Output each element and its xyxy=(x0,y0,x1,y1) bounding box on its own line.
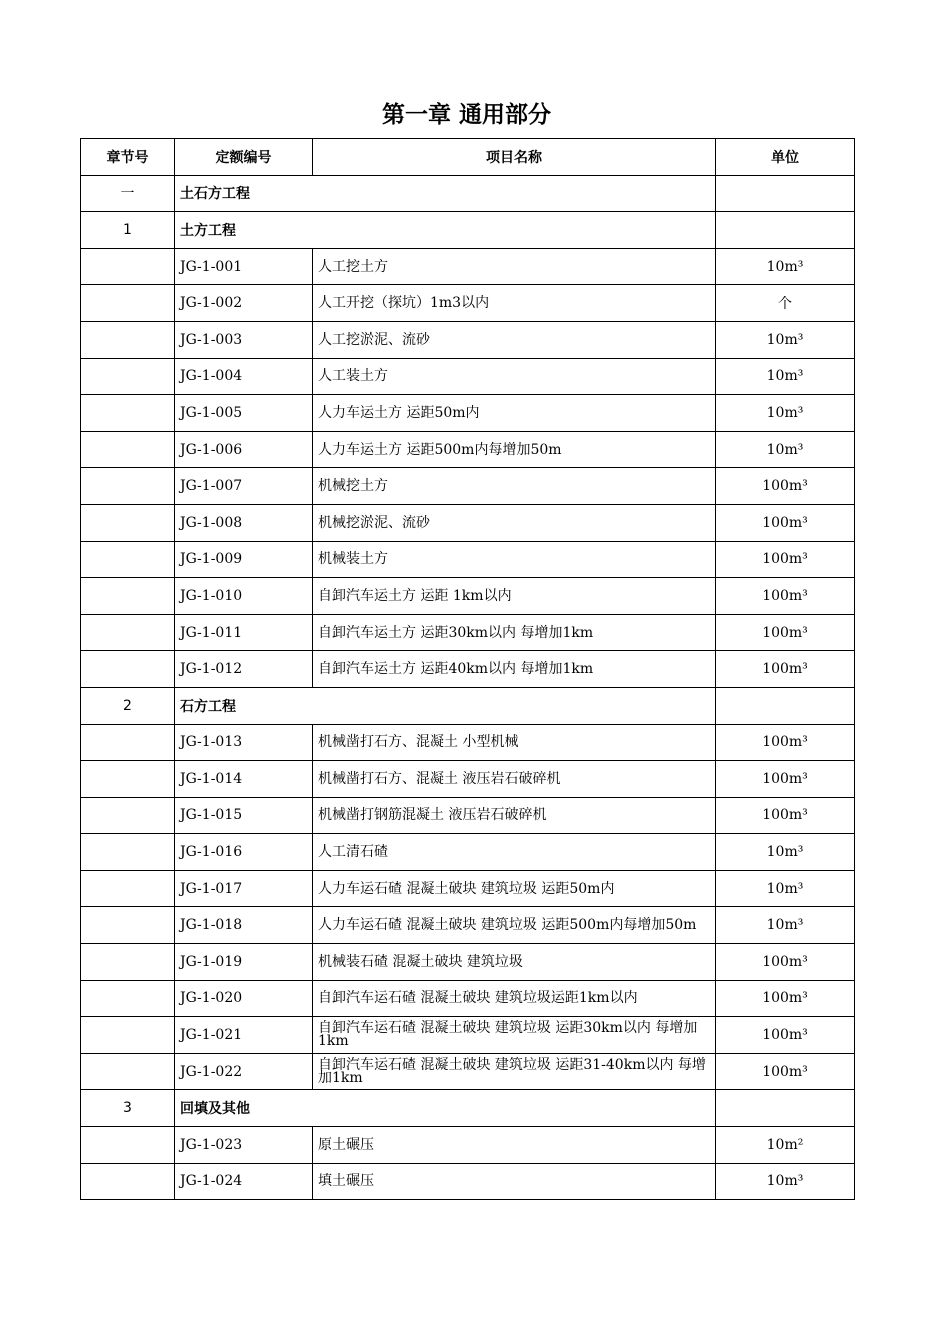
unit: 100m³ xyxy=(716,724,855,761)
unit: 10m³ xyxy=(716,870,855,907)
unit: 10m³ xyxy=(716,358,855,395)
section-row xyxy=(81,175,855,212)
item-name: 机械挖土方 xyxy=(313,468,716,505)
section-number-cell xyxy=(81,944,175,981)
table-row xyxy=(81,578,855,615)
table-row xyxy=(81,248,855,285)
quota-code: JG-1-015 xyxy=(175,797,313,834)
quota-code: JG-1-012 xyxy=(175,651,313,688)
table-header-row xyxy=(81,139,855,176)
item-name: 人力车运土方 运距500m内每增加50m xyxy=(313,431,716,468)
table-body xyxy=(81,175,855,1200)
item-name: 自卸汽车运石碴 混凝土破块 建筑垃圾 运距31-40km以内 每增加1km xyxy=(313,1053,716,1090)
item-name: 自卸汽车运石碴 混凝土破块 建筑垃圾 运距30km以内 每增加1km xyxy=(313,1017,716,1054)
table-row xyxy=(81,504,855,541)
section-number-cell xyxy=(81,1053,175,1090)
unit: 100m³ xyxy=(716,468,855,505)
section-number-cell xyxy=(81,761,175,798)
section-number-cell xyxy=(81,1163,175,1200)
section-number-cell xyxy=(81,321,175,358)
table-row xyxy=(81,541,855,578)
quota-code: JG-1-019 xyxy=(175,944,313,981)
item-name: 填土碾压 xyxy=(313,1163,716,1200)
unit: 100m³ xyxy=(716,1053,855,1090)
section-title: 土方工程 xyxy=(175,212,716,249)
quota-code: JG-1-009 xyxy=(175,541,313,578)
unit: 100m³ xyxy=(716,541,855,578)
table-row xyxy=(81,797,855,834)
section-number-cell xyxy=(81,578,175,615)
section-number-cell xyxy=(81,797,175,834)
section-unit xyxy=(716,175,855,212)
item-name: 机械凿打石方、混凝土 液压岩石破碎机 xyxy=(313,761,716,798)
item-name: 人力车运石碴 混凝土破块 建筑垃圾 运距50m内 xyxy=(313,870,716,907)
quota-code: JG-1-016 xyxy=(175,834,313,871)
unit: 100m³ xyxy=(716,1017,855,1054)
unit: 10m³ xyxy=(716,834,855,871)
page-title: 第一章 通用部分 xyxy=(381,102,551,128)
table-row xyxy=(81,321,855,358)
section-number-cell xyxy=(81,468,175,505)
item-name: 人工开挖（探坑）1m3以内 xyxy=(313,285,716,322)
quota-code: JG-1-013 xyxy=(175,724,313,761)
section-number: 1 xyxy=(81,212,175,249)
section-number-cell xyxy=(81,431,175,468)
header-quota-code: 定额编号 xyxy=(175,139,313,176)
section-title: 石方工程 xyxy=(175,687,716,724)
unit: 100m³ xyxy=(716,614,855,651)
table-row xyxy=(81,870,855,907)
item-name: 原土碾压 xyxy=(313,1127,716,1164)
section-number-cell xyxy=(81,504,175,541)
table-row xyxy=(81,907,855,944)
item-name: 人工挖土方 xyxy=(313,248,716,285)
section-number-cell xyxy=(81,834,175,871)
unit: 100m³ xyxy=(716,980,855,1017)
unit: 100m³ xyxy=(716,651,855,688)
quota-code: JG-1-010 xyxy=(175,578,313,615)
quota-code: JG-1-003 xyxy=(175,321,313,358)
quota-code: JG-1-004 xyxy=(175,358,313,395)
table-row xyxy=(81,1163,855,1200)
section-number-cell xyxy=(81,651,175,688)
table-row xyxy=(81,834,855,871)
header-unit: 单位 xyxy=(716,139,855,176)
section-unit xyxy=(716,687,855,724)
unit: 100m³ xyxy=(716,797,855,834)
unit: 100m³ xyxy=(716,504,855,541)
quota-table xyxy=(80,138,855,1200)
quota-code: JG-1-006 xyxy=(175,431,313,468)
section-unit xyxy=(716,212,855,249)
section-number: 3 xyxy=(81,1090,175,1127)
section-number-cell xyxy=(81,358,175,395)
section-number-cell xyxy=(81,285,175,322)
section-unit xyxy=(716,1090,855,1127)
section-number: 一 xyxy=(81,175,175,212)
header-section-no: 章节号 xyxy=(81,139,175,176)
section-number: 2 xyxy=(81,687,175,724)
section-title: 回填及其他 xyxy=(175,1090,716,1127)
unit: 100m³ xyxy=(716,944,855,981)
section-number-cell xyxy=(81,724,175,761)
section-number-cell xyxy=(81,980,175,1017)
section-number-cell xyxy=(81,614,175,651)
header-item-name: 项目名称 xyxy=(313,139,716,176)
table-row xyxy=(81,285,855,322)
quota-code: JG-1-002 xyxy=(175,285,313,322)
section-row xyxy=(81,687,855,724)
quota-code: JG-1-008 xyxy=(175,504,313,541)
table-row xyxy=(81,614,855,651)
quota-code: JG-1-007 xyxy=(175,468,313,505)
item-name: 人力车运土方 运距50m内 xyxy=(313,395,716,432)
item-name: 人力车运石碴 混凝土破块 建筑垃圾 运距500m内每增加50m xyxy=(313,907,716,944)
section-number-cell xyxy=(81,1017,175,1054)
section-title: 土石方工程 xyxy=(175,175,716,212)
table-row xyxy=(81,431,855,468)
section-number-cell xyxy=(81,1127,175,1164)
item-name: 自卸汽车运土方 运距40km以内 每增加1km xyxy=(313,651,716,688)
quota-code: JG-1-014 xyxy=(175,761,313,798)
table-row xyxy=(81,395,855,432)
unit: 10m³ xyxy=(716,321,855,358)
table-row xyxy=(81,468,855,505)
item-name: 人工清石碴 xyxy=(313,834,716,871)
unit: 100m³ xyxy=(716,761,855,798)
item-name: 机械凿打石方、混凝土 小型机械 xyxy=(313,724,716,761)
quota-code: JG-1-021 xyxy=(175,1017,313,1054)
unit: 10m² xyxy=(716,1127,855,1164)
section-number-cell xyxy=(81,870,175,907)
unit: 100m³ xyxy=(716,578,855,615)
section-row xyxy=(81,1090,855,1127)
item-name: 机械装土方 xyxy=(313,541,716,578)
unit: 10m³ xyxy=(716,248,855,285)
section-row xyxy=(81,212,855,249)
section-number-cell xyxy=(81,541,175,578)
quota-code: JG-1-017 xyxy=(175,870,313,907)
table-row xyxy=(81,944,855,981)
item-name: 人工装土方 xyxy=(313,358,716,395)
item-name: 自卸汽车运土方 运距 1km以内 xyxy=(313,578,716,615)
unit: 10m³ xyxy=(716,395,855,432)
quota-code: JG-1-023 xyxy=(175,1127,313,1164)
item-name: 人工挖淤泥、流砂 xyxy=(313,321,716,358)
item-name: 机械挖淤泥、流砂 xyxy=(313,504,716,541)
quota-code: JG-1-001 xyxy=(175,248,313,285)
table-row xyxy=(81,724,855,761)
quota-code: JG-1-005 xyxy=(175,395,313,432)
table-row xyxy=(81,1017,855,1054)
unit: 个 xyxy=(716,285,855,322)
section-number-cell xyxy=(81,395,175,432)
table-row xyxy=(81,1127,855,1164)
table-row xyxy=(81,358,855,395)
quota-code: JG-1-024 xyxy=(175,1163,313,1200)
table-row xyxy=(81,761,855,798)
table-row xyxy=(81,651,855,688)
item-name: 自卸汽车运土方 运距30km以内 每增加1km xyxy=(313,614,716,651)
quota-code: JG-1-011 xyxy=(175,614,313,651)
quota-code: JG-1-018 xyxy=(175,907,313,944)
table-row xyxy=(81,1053,855,1090)
item-name: 机械凿打钢筋混凝土 液压岩石破碎机 xyxy=(313,797,716,834)
quota-code: JG-1-020 xyxy=(175,980,313,1017)
section-number-cell xyxy=(81,907,175,944)
section-number-cell xyxy=(81,248,175,285)
unit: 10m³ xyxy=(716,907,855,944)
unit: 10m³ xyxy=(716,1163,855,1200)
item-name: 机械装石碴 混凝土破块 建筑垃圾 xyxy=(313,944,716,981)
table-row xyxy=(81,980,855,1017)
unit: 10m³ xyxy=(716,431,855,468)
quota-code: JG-1-022 xyxy=(175,1053,313,1090)
item-name: 自卸汽车运石碴 混凝土破块 建筑垃圾运距1km以内 xyxy=(313,980,716,1017)
